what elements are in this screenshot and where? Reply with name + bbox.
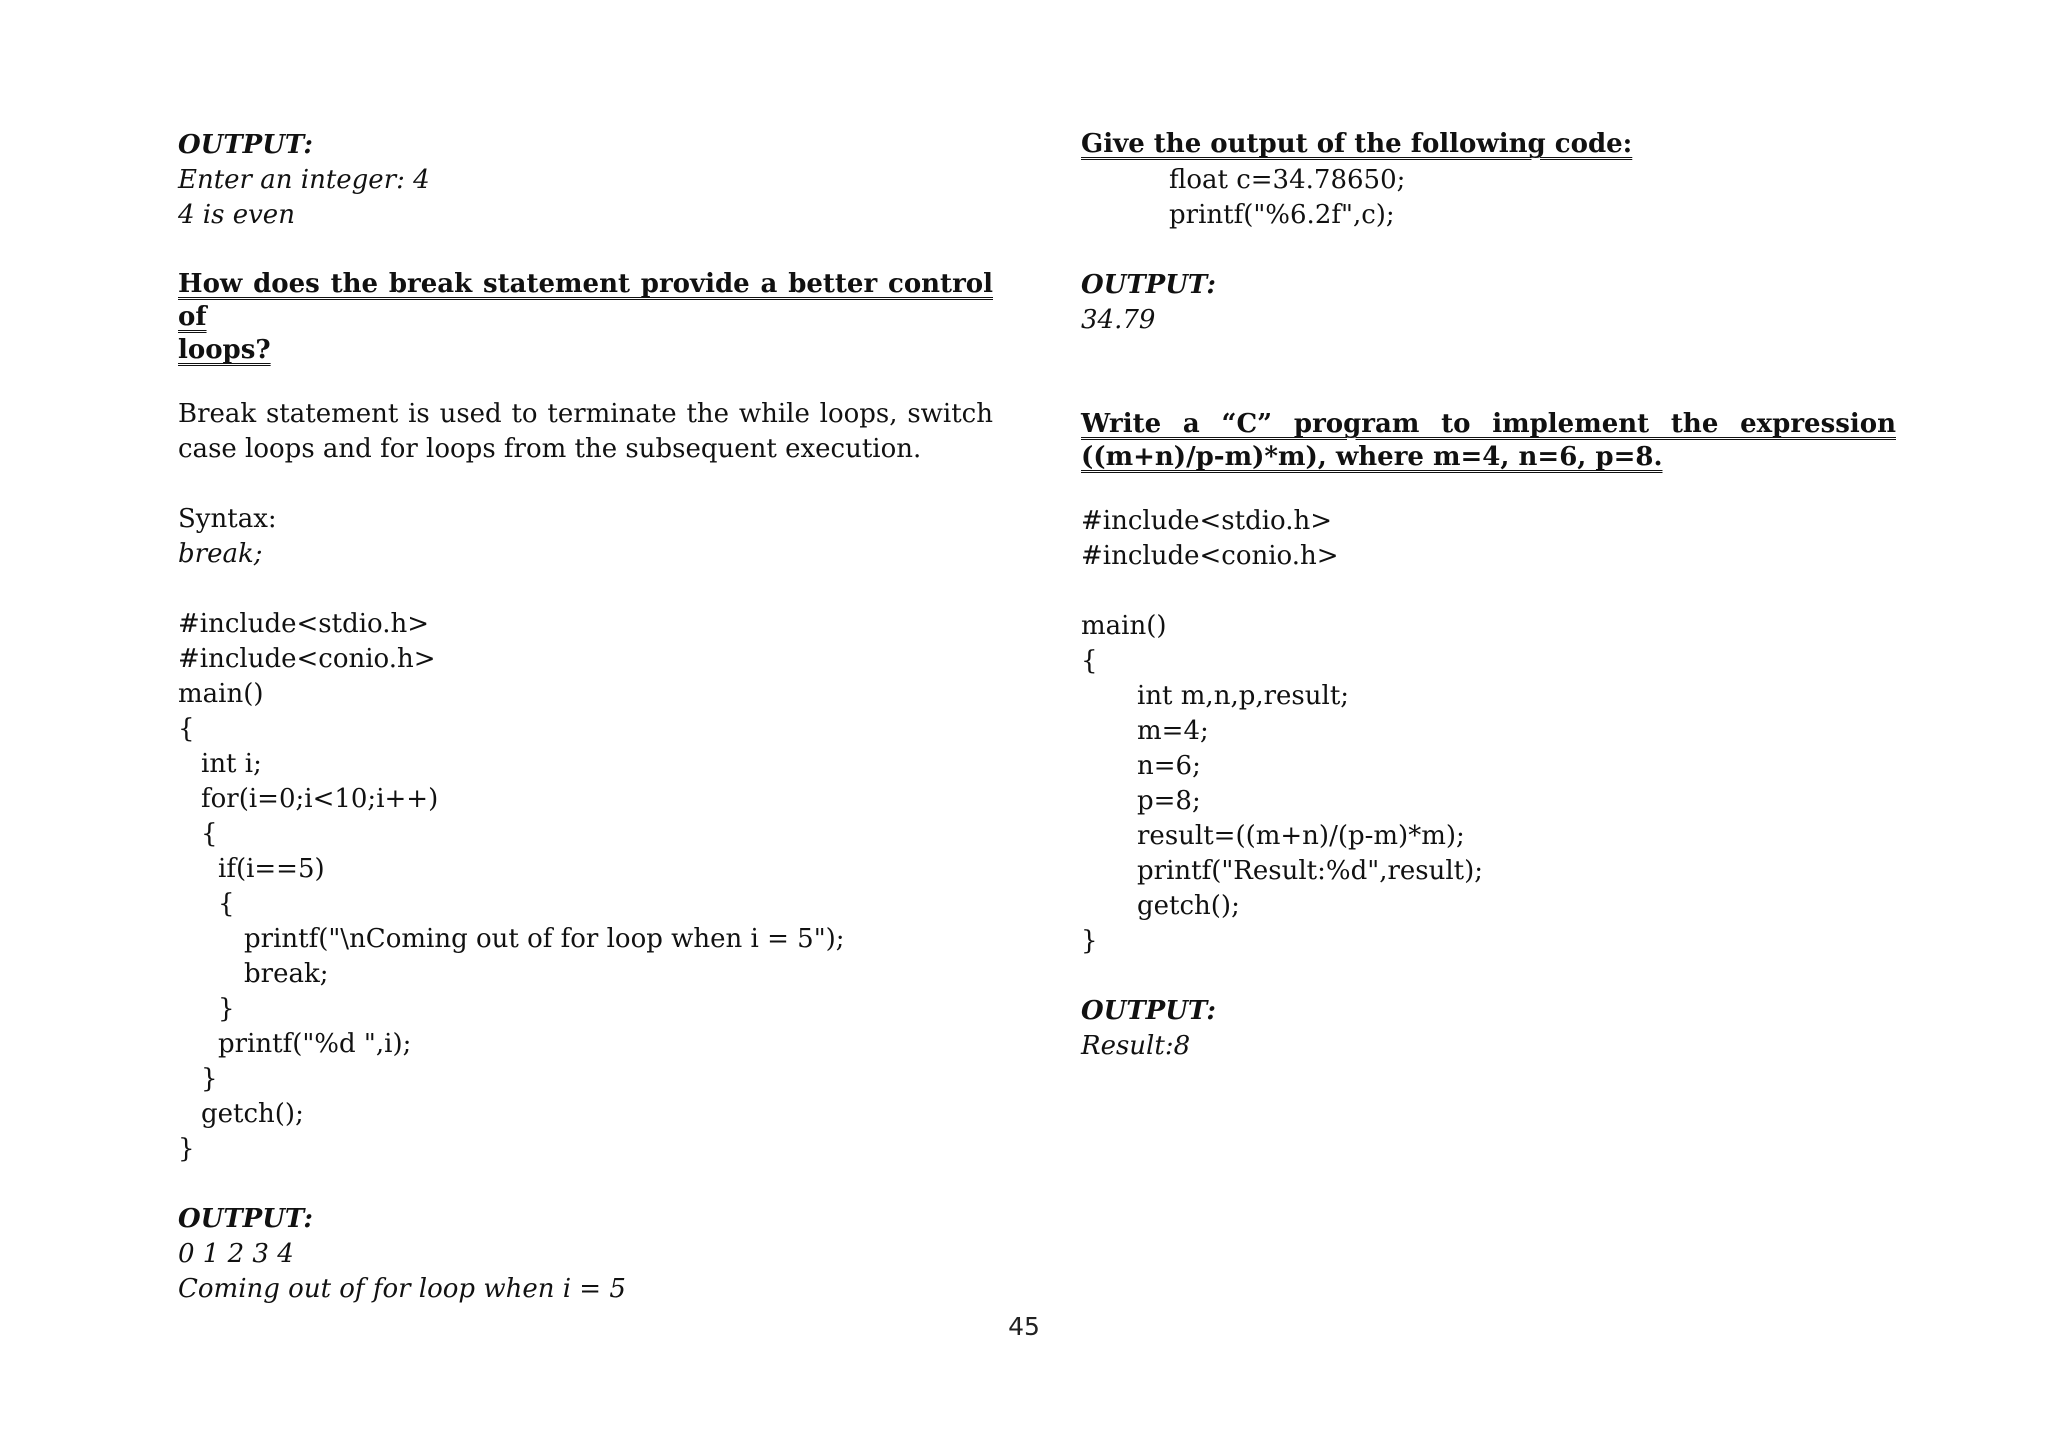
output-value: Result:8 xyxy=(1081,1031,1191,1061)
code-line: main() xyxy=(1081,611,1167,641)
code-line: printf("%d ",i); xyxy=(218,1029,412,1059)
code-line: p=8; xyxy=(1137,786,1201,816)
code-line: } xyxy=(201,1064,218,1094)
heading-line: Write a “C” program to implement the expression xyxy=(1081,409,1896,439)
code-line: } xyxy=(178,1134,195,1164)
code-block-break xyxy=(178,607,993,1167)
code-line: #include<stdio.h> xyxy=(1081,506,1333,536)
section-heading-expression xyxy=(1081,408,1896,474)
code-line: printf("\nComing out of for loop when i = 5"); xyxy=(244,924,845,954)
code-line: } xyxy=(218,994,235,1024)
syntax-label: Syntax: xyxy=(178,504,277,534)
code-line: { xyxy=(218,889,235,919)
code-line: result=((m+n)/(p-m)*m); xyxy=(1137,821,1465,851)
left-column xyxy=(178,128,993,1307)
code-block-expression xyxy=(1081,504,1896,959)
section-heading-float-output: Give the output of the following code: xyxy=(1081,129,1633,159)
heading-line: How does the break statement provide a better control of xyxy=(178,269,993,332)
code-line: break; xyxy=(244,959,329,989)
code-line: getch(); xyxy=(1137,891,1240,921)
output-value: 34.79 xyxy=(1081,305,1156,335)
code-line: } xyxy=(1081,926,1098,956)
code-line: { xyxy=(1081,646,1098,676)
code-line: printf("%6.2f",c); xyxy=(1169,200,1395,230)
code-line: #include<stdio.h> xyxy=(178,609,430,639)
code-line: main() xyxy=(178,679,264,709)
heading-line: loops? xyxy=(178,335,271,365)
output-label: OUTPUT: xyxy=(1081,996,1216,1026)
heading-line: ((m+n)/p-m)*m), where m=4, n=6, p=8. xyxy=(1081,442,1663,472)
output-label: OUTPUT: xyxy=(178,1204,313,1234)
code-line: float c=34.78650; xyxy=(1169,165,1406,195)
code-line: m=4; xyxy=(1137,716,1209,746)
break-description: Break statement is used to terminate the while loops, switch case loops and for loops from the subsequent execution. xyxy=(178,399,993,464)
code-line: #include<conio.h> xyxy=(178,644,436,674)
output-line: 0 1 2 3 4 xyxy=(178,1239,294,1269)
code-line: { xyxy=(201,819,218,849)
output-label: OUTPUT: xyxy=(1081,270,1216,300)
page-number: 45 xyxy=(1008,1312,1040,1341)
code-line: int i; xyxy=(201,749,262,779)
code-line: getch(); xyxy=(201,1099,304,1129)
output-line: Coming out of for loop when i = 5 xyxy=(178,1274,626,1304)
code-line: int m,n,p,result; xyxy=(1137,681,1350,711)
right-column xyxy=(1081,128,1896,1064)
section-heading-break xyxy=(178,268,993,367)
code-line: #include<conio.h> xyxy=(1081,541,1339,571)
code-line: if(i==5) xyxy=(218,854,325,884)
output-line: Enter an integer: 4 xyxy=(178,165,430,195)
code-line: { xyxy=(178,714,195,744)
output-label: OUTPUT: xyxy=(178,130,313,160)
code-line: printf("Result:%d",result); xyxy=(1137,856,1484,886)
code-line: for(i=0;i<10;i++) xyxy=(201,784,439,814)
output-line: 4 is even xyxy=(178,200,295,230)
code-line: n=6; xyxy=(1137,751,1201,781)
syntax-value: break; xyxy=(178,539,263,569)
